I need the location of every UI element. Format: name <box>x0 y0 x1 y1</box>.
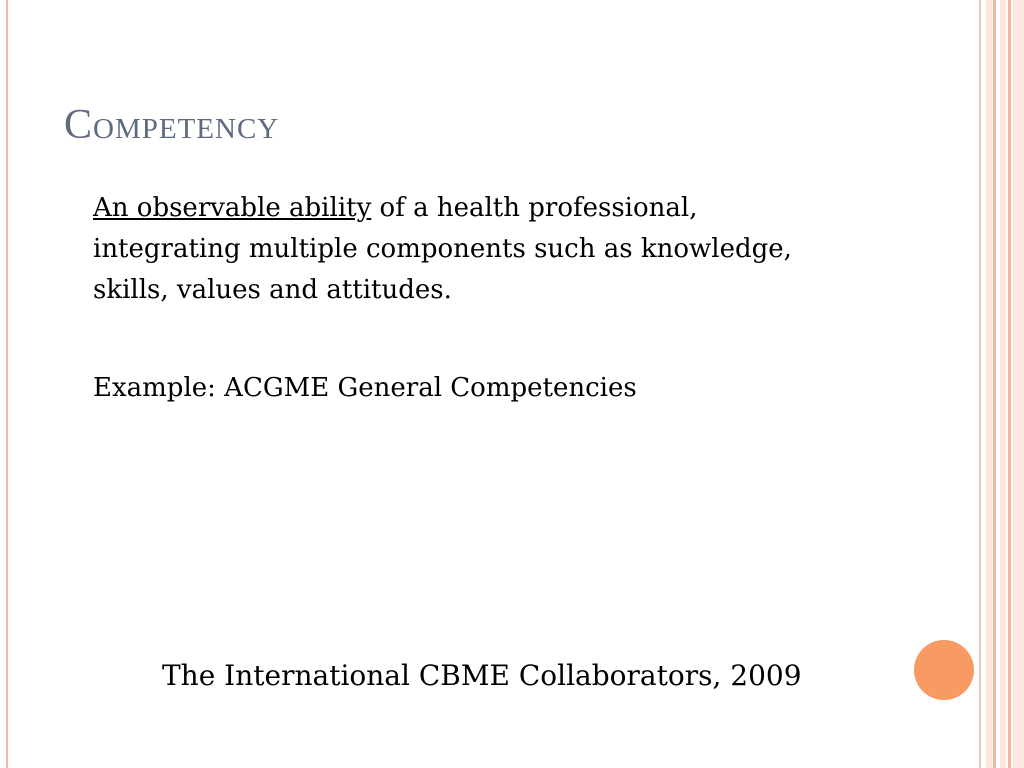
right-border-stripe <box>1000 0 1006 768</box>
right-border-stripe <box>1008 0 1011 768</box>
decorative-circle <box>914 640 974 700</box>
slide-title: Competency <box>64 102 280 148</box>
definition-underlined-phrase: An observable ability <box>93 193 372 223</box>
citation-text: The International CBME Collaborators, 2009 <box>162 659 802 692</box>
example-text: Example: ACGME General Competencies <box>93 373 637 403</box>
left-border-stripe <box>6 0 8 768</box>
right-border-stripe <box>993 0 996 768</box>
right-border-stripe <box>1013 0 1024 768</box>
definition-text: of a health professional, integrating multiple components such as knowledge, skills, values and attitudes. <box>93 193 792 305</box>
definition-paragraph <box>93 188 853 311</box>
right-border-stripe <box>979 0 981 768</box>
right-border-stripe <box>986 0 992 768</box>
